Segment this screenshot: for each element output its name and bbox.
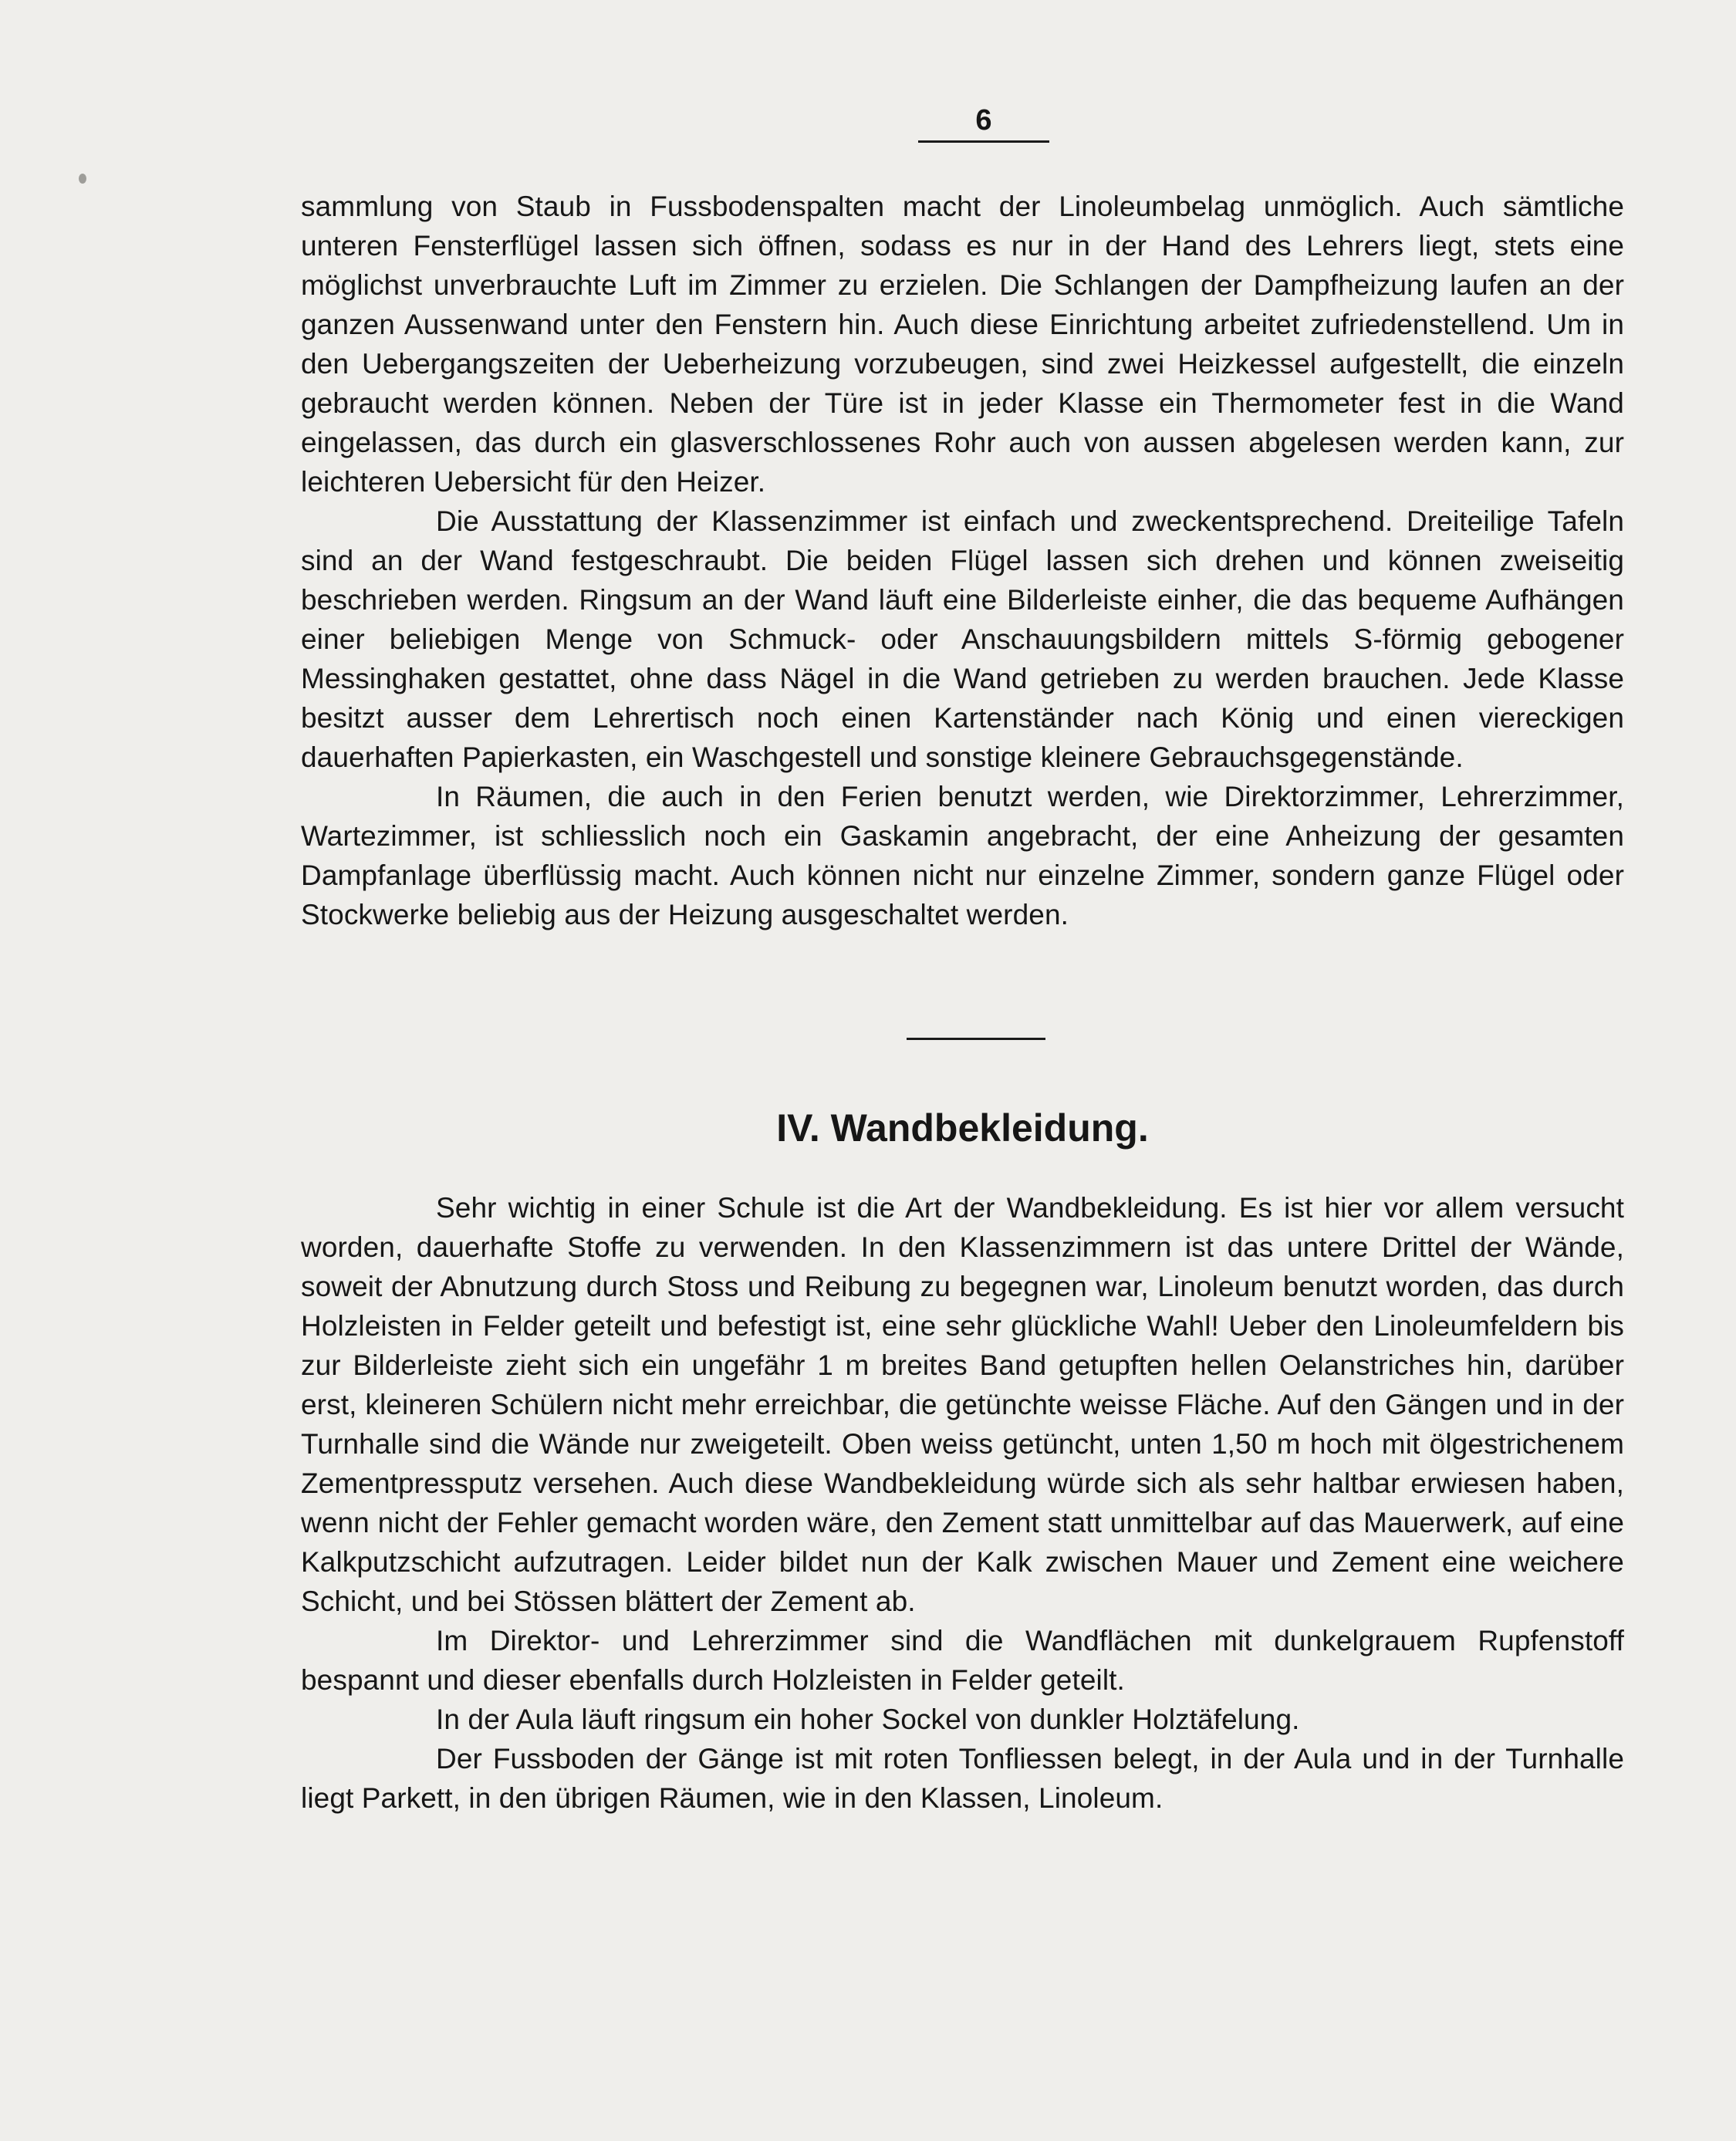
paragraph-wall-covering: Sehr wichtig in einer Schule ist die Art der Wandbekleidung. Es ist hier vor allem versucht worden, dauerhafte Stoffe zu verwenden. In den Klassenzimmern ist das untere Drittel der Wände, soweit der Abnutzung durch Stoss und Reibung zu begegnen war, Linoleum benutzt worden, das durch Holzleisten in Felder geteilt und befestigt ist, eine sehr glückliche Wahl! Ueber den Linoleumfeldern bis zur Bilderleiste zieht sich ein ungefähr 1 m breites Band getupften hellen Oelanstriches hin, darüber erst, kleineren Schülern nicht mehr erreichbar, die getünchte weisse Fläche. Auf den Gängen und in der Turnhalle sind die Wände nur zweigeteilt. Oben weiss getüncht, unten 1,50 m hoch mit ölgestrichenem Zementpressputz versehen. Auch diese Wandbekleidung würde sich als sehr haltbar erwiesen haben, wenn nicht der Fehler gemacht worden wäre, den Zement statt unmittelbar auf das Mauerwerk, auf eine Kalkputzschicht aufzutragen. Leider bildet nun der Kalk zwischen Mauer und Zement eine weichere Schicht, und bei Stössen blättert der Zement ab. (301, 1192, 1624, 1617)
section-heating-text (301, 187, 1624, 934)
paragraph-gas-fireplace: In Räumen, die auch in den Ferien benutzt werden, wie Direktorzimmer, Lehrerzimmer, Wartezimmer, ist schliesslich noch ein Gaskamin angebracht, der eine Anheizung der gesamten Dampfanlage überflüssig macht. Auch können nicht nur einzelne Zimmer, sondern ganze Flügel oder Stockwerke beliebig aus der Heizung ausgeschaltet werden. (301, 781, 1624, 930)
paragraph-classroom-equipment: Die Ausstattung der Klassenzimmer ist einfach und zweckentsprechend. Dreiteilige Tafeln sind an der Wand festgeschraubt. Die beiden Flügel lassen sich drehen und können zweiseitig beschrieben werden. Ringsum an der Wand läuft eine Bilderleiste einher, die das bequeme Aufhängen einer beliebigen Menge von Schmuck- oder Anschauungsbildern mittels S-förmig gebogener Messinghaken gestattet, ohne dass Nägel in die Wand getrieben zu werden brauchen. Jede Klasse besitzt ausser dem Lehrertisch noch einen Kartenständer nach König und einen viereckigen dauerhaften Papierkasten, ein Waschgestell und sonstige kleinere Gebrauchsgegenstände. (301, 505, 1624, 773)
page-number: 6 (975, 104, 992, 137)
section-wall-covering-text (301, 1188, 1624, 1818)
section-heading-wall-covering: IV. Wandbekleidung. (776, 1106, 1149, 1150)
paragraph-director-room: Im Direktor- und Lehrerzimmer sind die Wandflächen mit dunkelgrauem Rupfenstoff bespannt und dieser ebenfalls durch Holzleisten in Felder geteilt. (301, 1625, 1624, 1696)
paper-blemish (79, 174, 86, 184)
page-number-rule (918, 140, 1049, 143)
paragraph-floors: Der Fussboden der Gänge ist mit roten Tonfliessen belegt, in der Aula und in der Turnhalle liegt Parkett, in den übrigen Räumen, wie in den Klassen, Linoleum. (301, 1743, 1624, 1814)
paragraph-heating-continuation: sammlung von Staub in Fussbodenspalten macht der Linoleumbelag unmöglich. Auch sämtliche unteren Fensterflügel lassen sich öffnen, sodass es nur in der Hand des Lehrers liegt, stets eine möglichst unverbrauchte Luft im Zimmer zu erzielen. Die Schlangen der Dampfheizung laufen an der ganzen Aussenwand unter den Fenstern hin. Auch diese Einrichtung arbeitet zufriedenstellend. Um in den Uebergangszeiten der Ueberheizung vorzubeugen, sind zwei Heizkessel aufgestellt, die einzeln gebraucht werden können. Neben der Türe ist in jeder Klasse ein Thermometer fest in die Wand eingelassen, das durch ein glasverschlossenes Rohr auch von aussen abgelesen werden kann, zur leichteren Uebersicht für den Heizer. (301, 191, 1624, 498)
section-divider (907, 1038, 1045, 1040)
paragraph-aula-panelling: In der Aula läuft ringsum ein hoher Sockel von dunkler Holztäfelung. (436, 1704, 1300, 1735)
